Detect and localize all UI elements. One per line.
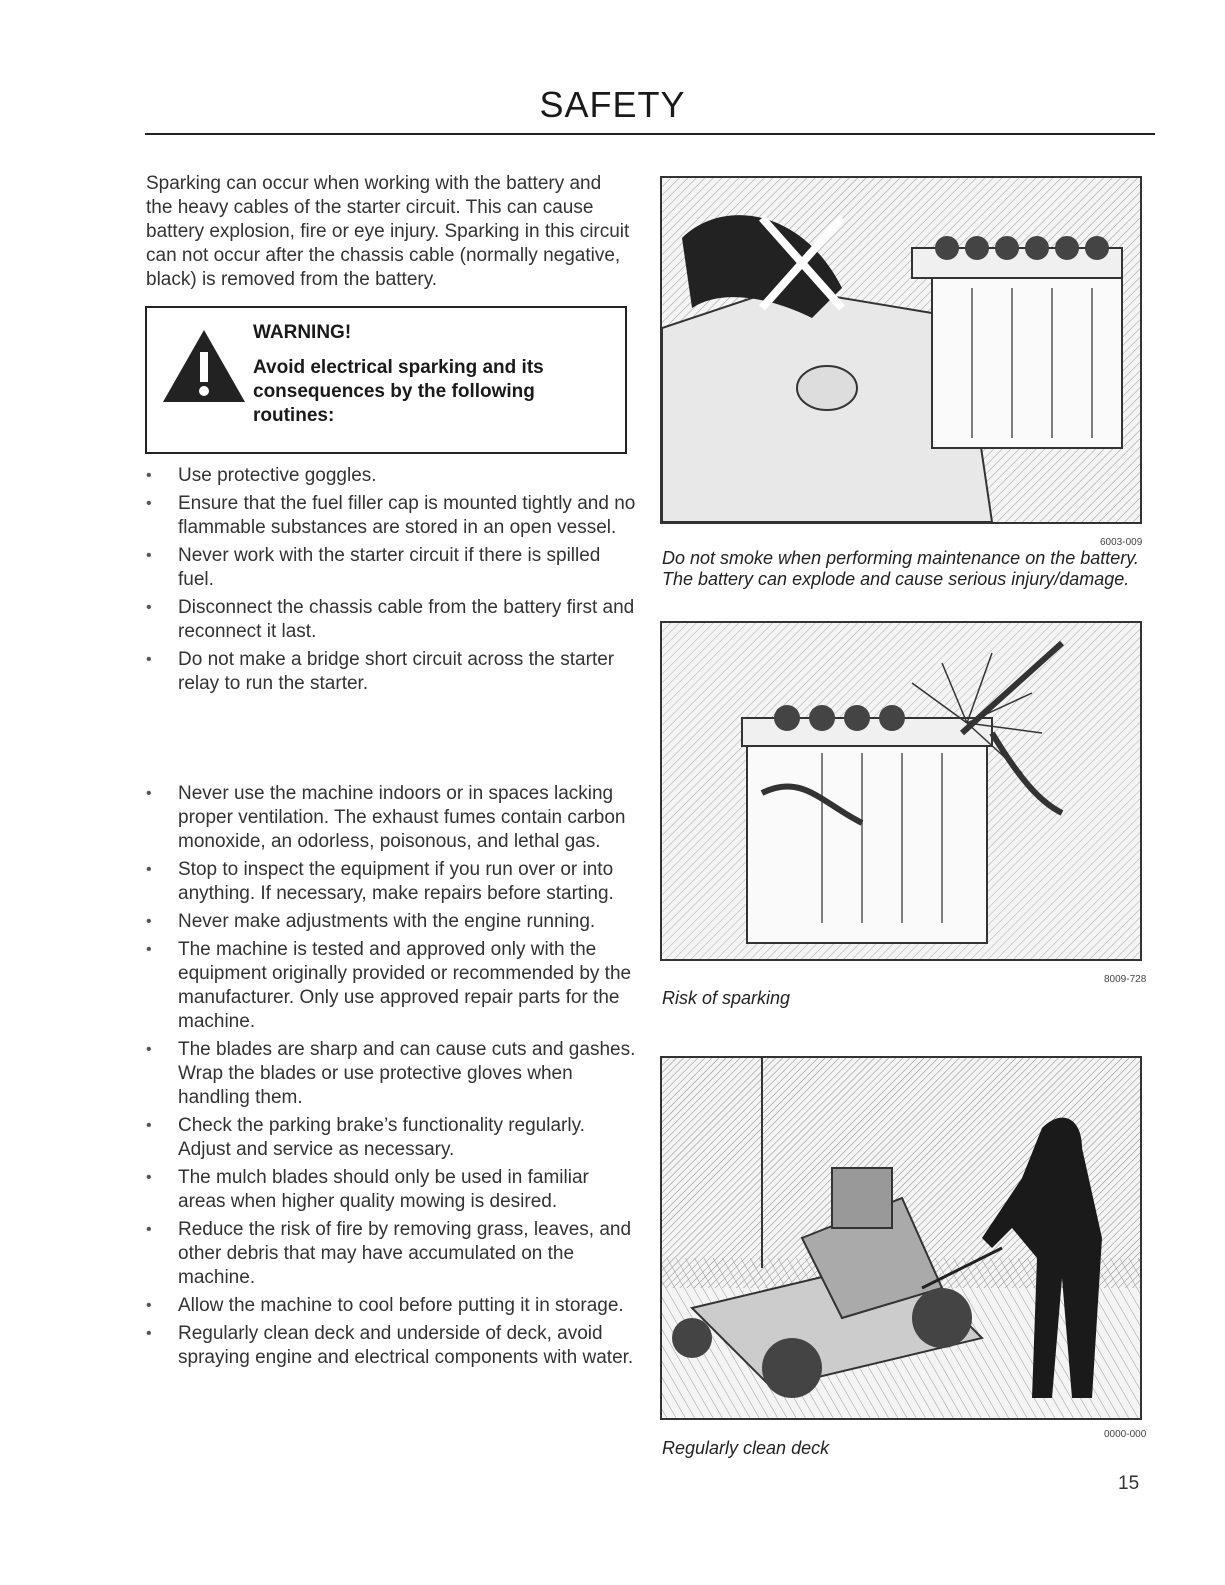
battery-sparking-drawing xyxy=(662,623,1140,959)
list-item: • Check the parking brake’s functionality regularly. Adjust and service as necessary. xyxy=(146,1114,636,1162)
safety-list-1 xyxy=(146,464,636,700)
list-item: • Never use the machine indoors or in spaces lacking proper ventilation. The exhaust fumes contain carbon monoxide, an odorless, poisonous, and lethal gas. xyxy=(146,782,636,854)
list-item: • Reduce the risk of fire by removing grass, leaves, and other debris that may have accumulated on the machine. xyxy=(146,1218,636,1290)
figure-code: 0000-000 xyxy=(1104,1429,1147,1440)
list-item: • The machine is tested and approved only with the equipment originally provided or recommended by the manufacturer. Only use approved repair parts for the machine. xyxy=(146,938,636,1034)
deck-cleaning-illustration xyxy=(660,1056,1142,1420)
warning-box xyxy=(145,306,627,454)
intro-paragraph: Sparking can occur when working with the battery and the heavy cables of the starter circuit. This can cause battery explosion, fire or eye injury. Sparking in this circuit can not occur after the chassis cable (normally negative, black) is removed from the battery. xyxy=(146,173,630,290)
list-item: • Do not make a bridge short circuit across the starter relay to run the starter. xyxy=(146,648,636,696)
figure-code: 6003-009 xyxy=(1100,537,1143,548)
page-number: 15 xyxy=(1118,1473,1140,1494)
list-item: • Disconnect the chassis cable from the battery first and reconnect it last. xyxy=(146,596,636,644)
list-item: • Allow the machine to cool before putting it in storage. xyxy=(146,1294,636,1318)
warning-heading: WARNING! xyxy=(253,322,352,343)
safety-list-2 xyxy=(146,782,636,1374)
list-item: • Use protective goggles. xyxy=(146,464,636,488)
battery-sparking-illustration xyxy=(660,621,1142,961)
figure-caption: Do not smoke when performing maintenance on the battery. The battery can explode and cause serious injury/damage. xyxy=(662,548,1139,589)
list-item: • Stop to inspect the equipment if you run over or into anything. If necessary, make repairs before starting. xyxy=(146,858,636,906)
list-item: • Ensure that the fuel filler cap is mounted tightly and no flammable substances are stored in an open vessel. xyxy=(146,492,636,540)
figure-code: 8009-728 xyxy=(1104,974,1147,985)
title-rule xyxy=(145,133,1155,135)
figure-caption: Risk of sparking xyxy=(662,988,791,1008)
figure-caption: Regularly clean deck xyxy=(662,1438,830,1458)
list-item: • The mulch blades should only be used in familiar areas when higher quality mowing is desired. xyxy=(146,1166,636,1214)
list-item: • Never make adjustments with the engine running. xyxy=(146,910,636,934)
page-title: SAFETY xyxy=(539,84,686,125)
warning-text: Avoid electrical sparking and its consequences by the following routines: xyxy=(253,357,544,426)
warning-triangle-icon xyxy=(159,326,249,406)
deck-cleaning-drawing xyxy=(662,1058,1140,1418)
list-item: • The blades are sharp and can cause cuts and gashes. Wrap the blades or use protective gloves when handling them. xyxy=(146,1038,636,1110)
battery-no-smoking-illustration xyxy=(660,176,1142,524)
list-item: • Never work with the starter circuit if there is spilled fuel. xyxy=(146,544,636,592)
battery-no-smoking-drawing xyxy=(662,178,1140,522)
list-item: • Regularly clean deck and underside of deck, avoid spraying engine and electrical components with water. xyxy=(146,1322,636,1370)
